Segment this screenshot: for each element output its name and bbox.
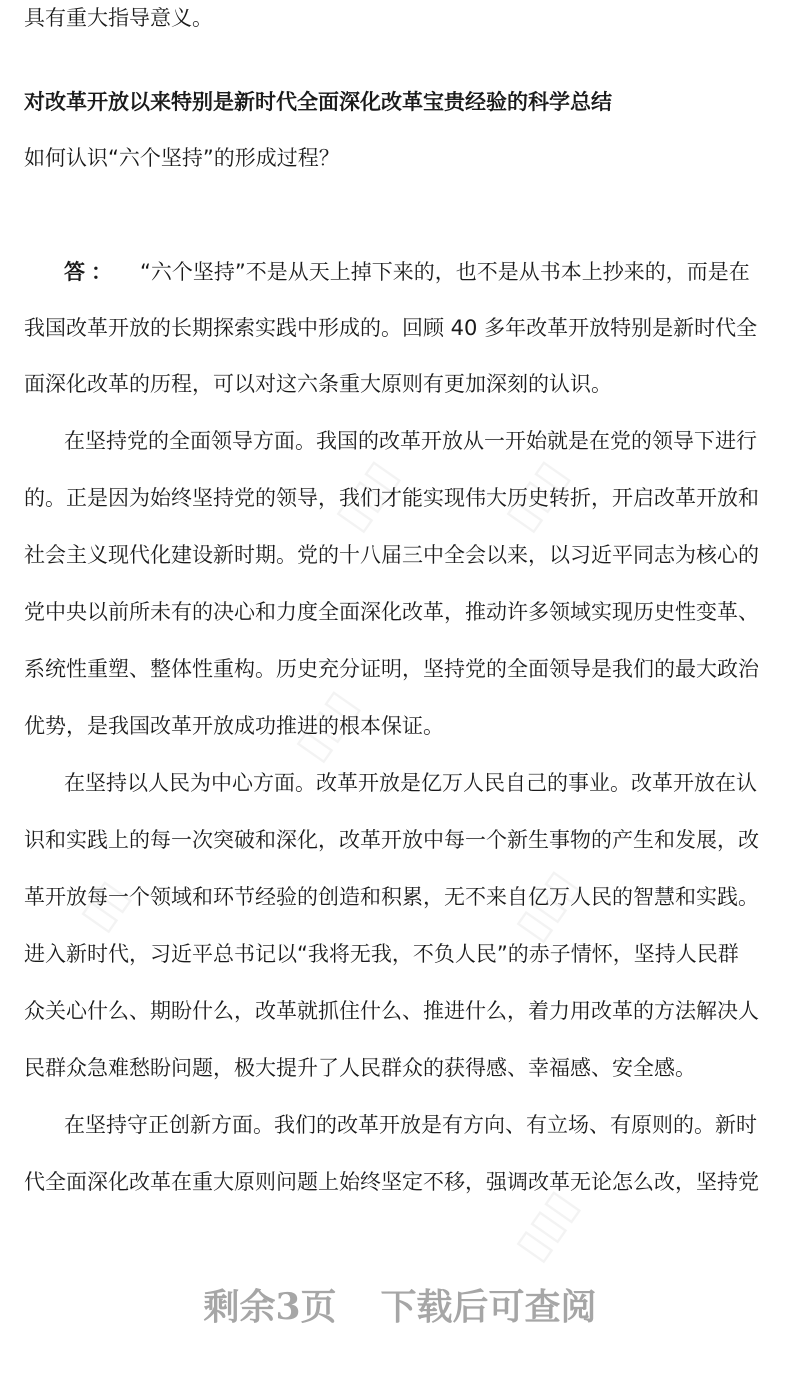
people-line-4: 进入新时代，习近平总书记以“我将无我，不负人民”的赤子情怀，坚持人民群 xyxy=(24,942,739,966)
answer-text: “六个坚持”不是从天上掉下来的，也不是从书本上抄来的，而是在 xyxy=(140,260,750,284)
section-title: 对改革开放以来特别是新时代全面深化改革宝贵经验的科学总结 xyxy=(24,90,612,114)
party-line-2: 的。正是因为始终坚持党的领导，我们才能实现伟大历史转折，开启改革开放和 xyxy=(24,486,759,510)
innovation-line-2: 代全面深化改革在重大原则问题上始终坚定不移，强调改革无论怎么改，坚持党 xyxy=(24,1170,759,1194)
remaining-pages-text: 剩余3页 xyxy=(203,1286,337,1328)
party-line-5: 系统性重塑、整体性重构。历史充分证明，坚持党的全面领导是我们的最大政治 xyxy=(24,657,759,681)
answer-label: 答： xyxy=(64,260,118,284)
answer-line-1 xyxy=(64,258,784,286)
download-hint-text: 下载后可查阅 xyxy=(380,1286,597,1328)
people-line-6: 民群众急难愁盼问题，极大提升了人民群众的获得感、幸福感、安全感。 xyxy=(24,1056,696,1080)
people-line-1: 在坚持以人民为中心方面。改革开放是亿万人民自己的事业。改革开放在认 xyxy=(64,771,757,795)
question-heading: 如何认识“六个坚持”的形成过程？ xyxy=(24,146,340,170)
party-line-1: 在坚持党的全面领导方面。我国的改革开放从一开始就是在党的领导下进行 xyxy=(64,429,757,453)
party-line-6: 优势，是我国改革开放成功推进的根本保证。 xyxy=(24,714,444,738)
people-line-5: 众关心什么、期盼什么，改革就抓住什么、推进什么，着力用改革的方法解决人 xyxy=(24,999,759,1023)
answer-line-2: 我国改革开放的长期探索实践中形成的。回顾 40 多年改革开放特别是新时代全 xyxy=(24,316,758,340)
party-line-4: 党中央以前所未有的决心和力度全面深化改革，推动许多领域实现历史性变革、 xyxy=(24,600,759,624)
people-line-3: 革开放每一个领域和环节经验的创造和积累，无不来自亿万人民的智慧和实践。 xyxy=(24,885,759,909)
innovation-line-1: 在坚持守正创新方面。我们的改革开放是有方向、有立场、有原则的。新时 xyxy=(64,1113,757,1137)
party-line-3: 社会主义现代化建设新时期。党的十八届三中全会以来，以习近平同志为核心的 xyxy=(24,543,759,567)
answer-line-3: 面深化改革的历程，可以对这六条重大原则有更加深刻的认识。 xyxy=(24,372,612,396)
people-line-2: 识和实践上的每一次突破和深化，改革开放中每一个新生事物的产生和发展，改 xyxy=(24,828,759,852)
remaining-pages-banner[interactable] xyxy=(0,1282,800,1332)
intro-tail: 具有重大指导意义。 xyxy=(24,6,213,30)
